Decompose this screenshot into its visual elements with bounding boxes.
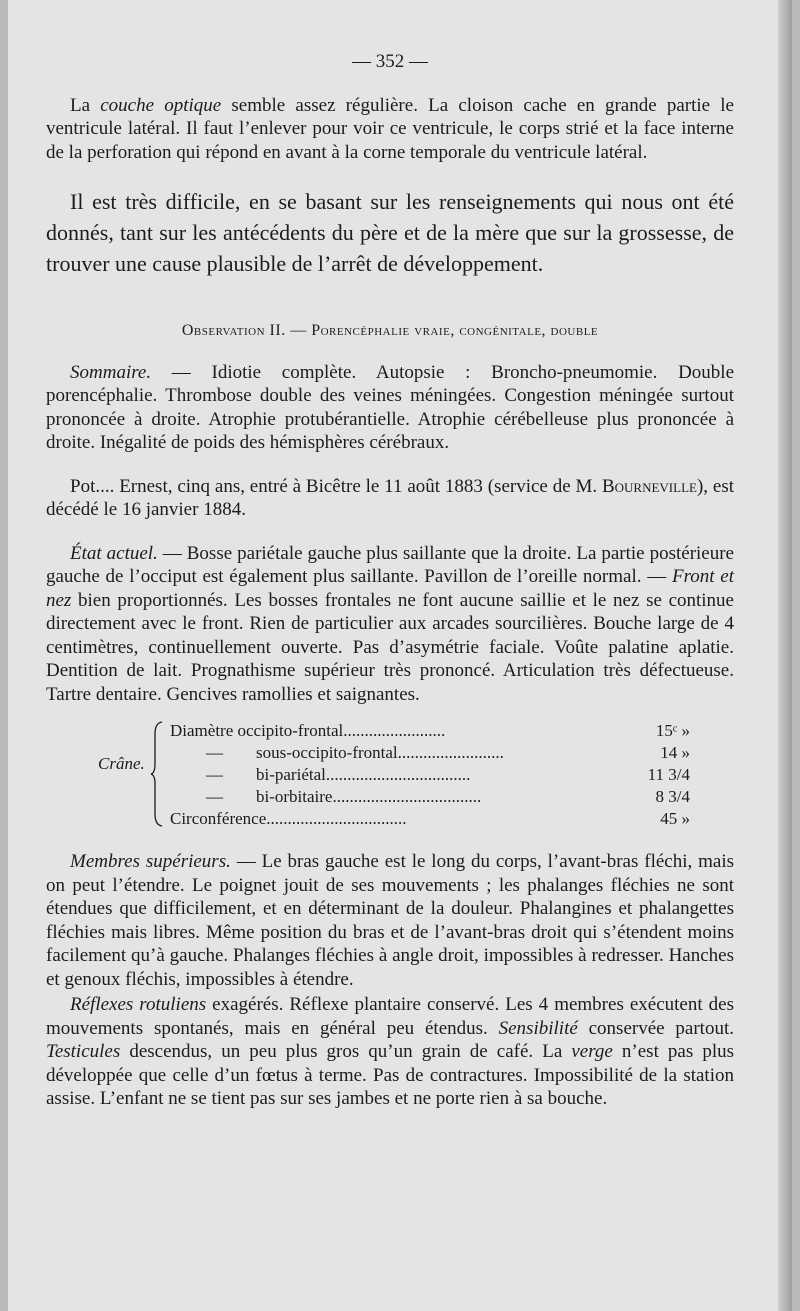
page-number: — 352 — xyxy=(352,51,428,72)
intro-term-couche: couche optique xyxy=(100,94,222,116)
crane-measurements xyxy=(46,720,734,830)
term-verge: verge xyxy=(571,1041,613,1062)
reflexes-text-3: descendus, un peu plus gros qu’un grain de café. La xyxy=(120,1041,572,1062)
reflexes-label: Réflexes rotuliens xyxy=(70,994,207,1015)
measure-row xyxy=(170,808,690,830)
etat-paragraph xyxy=(46,542,734,707)
page-content xyxy=(46,50,734,1111)
measure-value: 14 » xyxy=(660,743,690,762)
measure-row xyxy=(170,720,690,742)
reflexes-paragraph xyxy=(46,993,734,1111)
intro-text-1: La xyxy=(70,94,101,116)
measure-value: 45 » xyxy=(660,809,690,828)
reflexes-text-4: n’est pas plus développée que celle d’un fœtus à terme. Pas de contractures. Impossibilité de la station assise. L’enfant ne se tient pas sur ses jambes et ne porte rien à sa bouche. xyxy=(46,1041,734,1109)
sommaire-paragraph xyxy=(46,361,734,455)
measure-label: Circonférence................................. xyxy=(170,809,407,828)
page-edge xyxy=(778,0,792,1311)
etat-text-2: bien proportionnés. Les bosses frontales ne font aucune saillie et le nez se continue directement avec le front. Rien de particulier aux arcades sourcilières. Bouche large de 4 centimètres, continuellement ouverte. Pas d’asymétrie faciale. Voûte palatine aplatie. Dentition de lait. Prognathisme supérieur très prononcé. Articulation très défectueuse. Tartre dentaire. Gencives ramollies et saignantes. xyxy=(46,589,734,705)
patient-text-2: ), est décédé le 16 janvier 1884. xyxy=(46,475,734,520)
membres-paragraph xyxy=(46,850,734,991)
doctor-name: Bourneville xyxy=(601,475,697,497)
measure-value: 11 3/4 xyxy=(647,765,690,784)
measure-value: 15ᶜ » xyxy=(655,721,690,740)
book-page xyxy=(8,0,792,1311)
etat-label: État actuel. xyxy=(70,542,158,564)
observation-heading: Observation II. — Porencéphalie vraie, congénitale, double xyxy=(181,322,599,339)
measure-label: bi-orbitaire................................... xyxy=(256,787,482,806)
measure-label: bi-pariétal.................................. xyxy=(256,765,471,784)
brace-icon xyxy=(150,720,164,828)
measure-dash: — xyxy=(206,765,223,784)
patient-paragraph xyxy=(46,475,734,522)
membres-text: — Le bras gauche est le long du corps, l’avant-bras fléchi, mais on peut l’étendre. Le poignet jouit de ses mouvements ; les phalanges fléchies ne sont étendues que difficilement, et en déterminant de la douleur. Phalangines et phalangettes fléchies mais libres. Même position du bras et de l’avant-bras droit qui s’étendent moins facilement qu’à gauche. Phalanges fléchies à angle droit, impossibles à redresser. Hanches et genoux fléchis, impossibles à étendre. xyxy=(46,851,735,990)
measure-dash: — xyxy=(206,787,223,806)
crane-label: Crâne. xyxy=(98,754,145,773)
measure-row xyxy=(170,764,690,786)
sommaire-label: Sommaire. xyxy=(70,361,152,383)
term-testicules: Testicules xyxy=(46,1041,121,1062)
etat-term-front: Front et nez xyxy=(46,566,734,611)
measure-row xyxy=(170,786,690,808)
difficulty-paragraph: Il est très difficile, en se basant sur les renseignements qui nous ont été donnés, tant sur les antécédents du père et de la mère que sur la grossesse, de trouver une cause plausible de l’arrêt de développement. xyxy=(46,189,734,276)
term-sensibilite: Sensibilité xyxy=(498,1017,578,1039)
intro-paragraph xyxy=(46,94,734,165)
reflexes-text-1: exagérés. Réflexe plantaire conservé. Les 4 membres exécutent des mouvements spontanés, mais en général peu étendus. xyxy=(46,994,734,1039)
intro-text-2: semble assez régulière. La cloison cache en grande partie le ventricule latéral. Il faut l’enlever pour voir ce ventricule, le corps strié et la face interne de la perforation qui répond en avant à la corne temporale du ventricule latéral. xyxy=(46,94,734,163)
measure-row xyxy=(170,742,690,764)
measure-label: Diamètre occipito-frontal........................ xyxy=(170,721,446,740)
membres-label: Membres supérieurs. xyxy=(70,851,231,872)
patient-text-1: Pot.... Ernest, cinq ans, entré à Bicêtre le 11 août 1883 (service de M. xyxy=(70,475,602,497)
sommaire-text: — Idiotie complète. Autopsie : Broncho-pneumomie. Double porencéphalie. Thrombose double des veines méningées. Congestion méningée surtout prononcée à droite. Atrophie protubérantielle. Atrophie cérébelleuse plus prononcée à droite. Inégalité de poids des hémisphères cérébraux. xyxy=(46,361,734,453)
measure-value: 8 3/4 xyxy=(655,787,690,806)
reflexes-text-2: conservée partout. xyxy=(577,1017,734,1039)
measure-dash: — xyxy=(206,743,223,762)
measure-label: sous-occipito-frontal......................... xyxy=(256,743,504,762)
etat-text-1: — Bosse pariétale gauche plus saillante que la droite. La partie postérieure gauche de l’occiput est également plus saillante. Pavillon de l’oreille normal. — xyxy=(46,542,734,587)
